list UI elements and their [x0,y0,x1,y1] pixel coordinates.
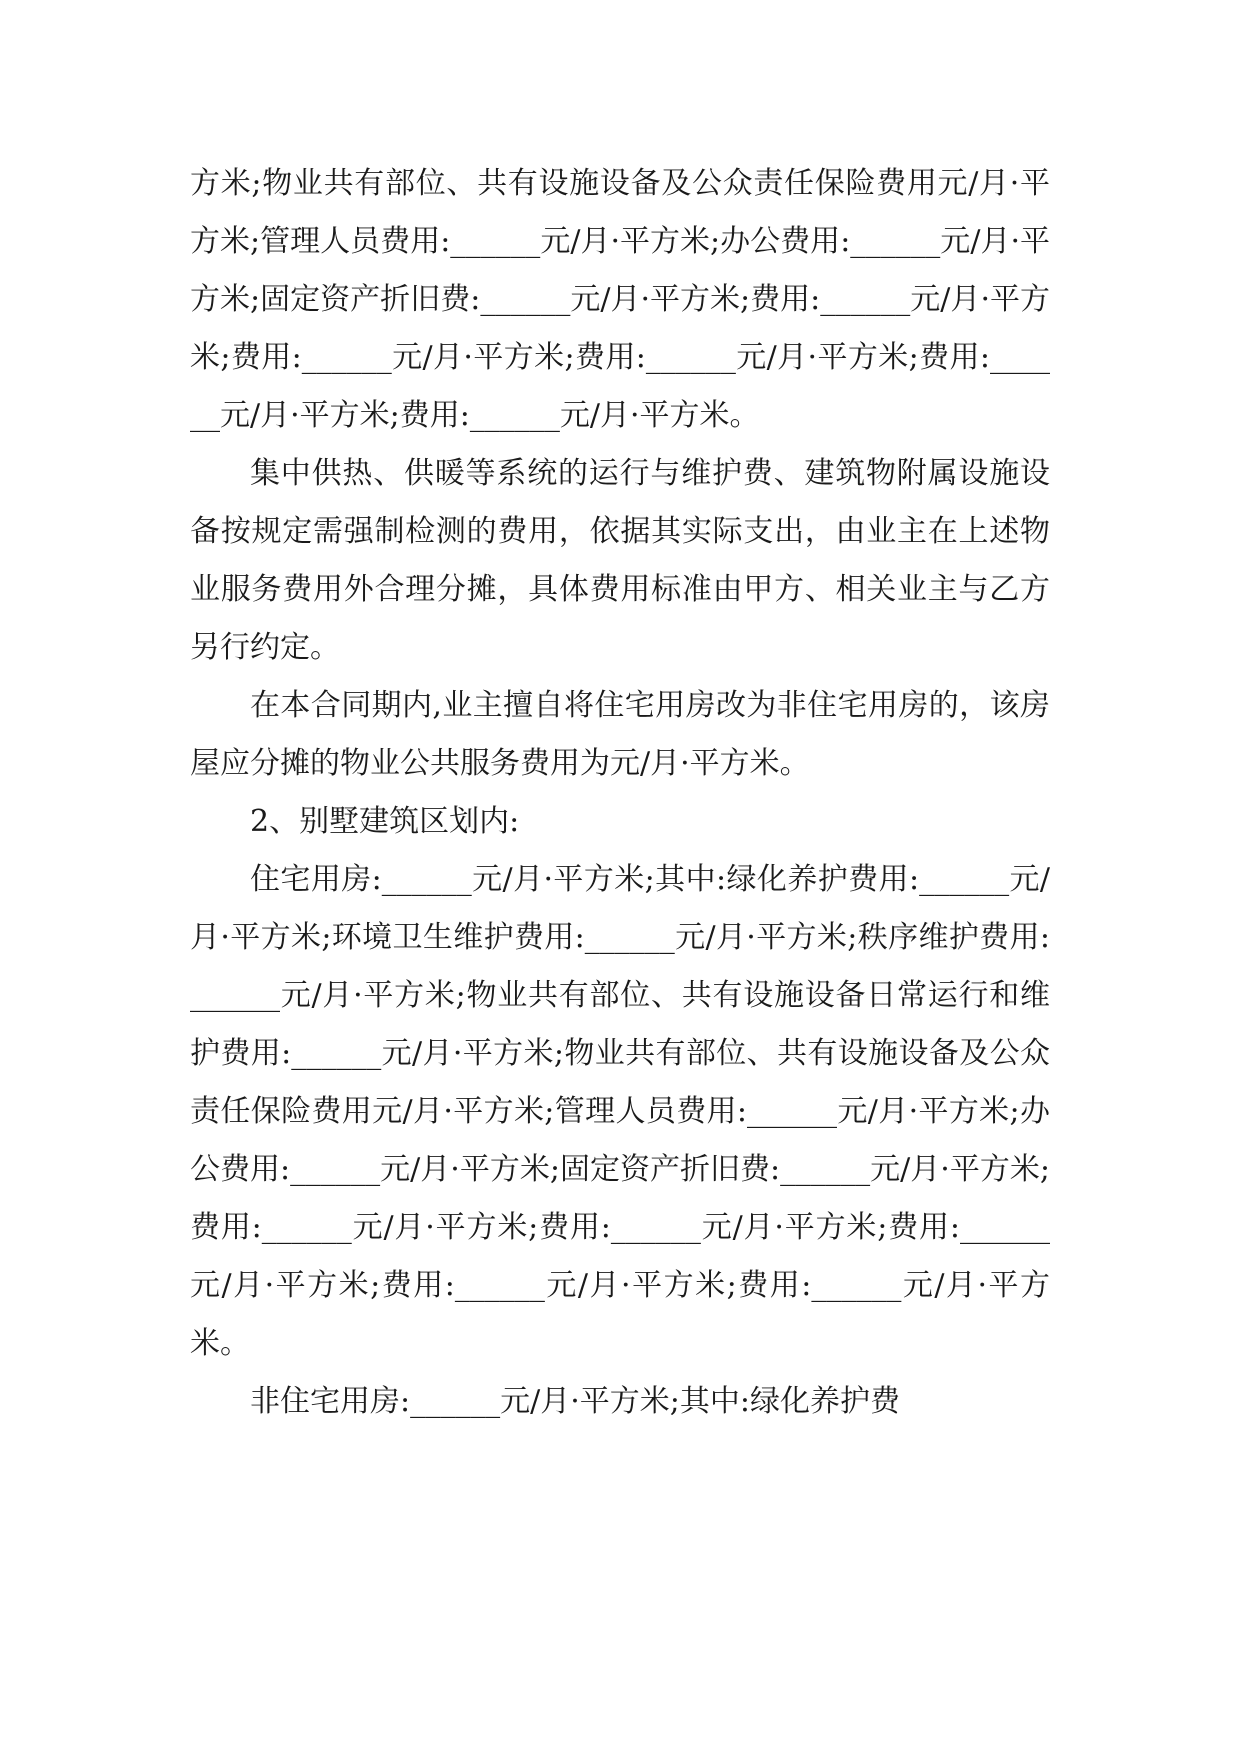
section-heading-villa-area: 2、别墅建筑区划内: [250,804,520,839]
paragraph-residential-conversion: 在本合同期内,业主擅自将住宅用房改为非住宅用房的，该房屋应分摊的物业公共服务费用为元/月·平方米。 [190,688,1050,781]
document-body [190,155,1050,1431]
paragraph-villa-residential-fees: 住宅用房:______元/月·平方米;其中:绿化养护费用:______元/月·平方米;环境卫生维护费用:______元/月·平方米;秩序维护费用:______元/月·平方米;物业共有部位、共有设施设备日常运行和维护费用:______元/月·平方米;物业共有部位、共有设施设备及公众责任保险费用元/月·平方米;管理人员费用:______元/月·平方米;办公费用:______元/月·平方米;固定资产折旧费:______元/月·平方米;费用:______元/月·平方米;费用:______元/月·平方米;费用:______元/月·平方米;费用:______元/月·平方米;费用:______元/月·平方米。 [190,862,1050,1361]
paragraph-villa-nonresidential-fees: 非住宅用房:______元/月·平方米;其中:绿化养护费 [250,1384,900,1419]
paragraph-fee-breakdown-continued: 方米;物业共有部位、共有设施设备及公众责任保险费用元/月·平方米;管理人员费用:______元/月·平方米;办公费用:______元/月·平方米;固定资产折旧费:______元/月·平方米;费用:______元/月·平方米;费用:______元/月·平方米;费用:______元/月·平方米;费用:______元/月·平方米;费用:______元/月·平方米。 [190,166,1050,433]
paragraph-heating-fees: 集中供热、供暖等系统的运行与维护费、建筑物附属设施设备按规定需强制检测的费用，依据其实际支出，由业主在上述物业服务费用外合理分摊，具体费用标准由甲方、相关业主与乙方另行约定。 [190,456,1050,665]
